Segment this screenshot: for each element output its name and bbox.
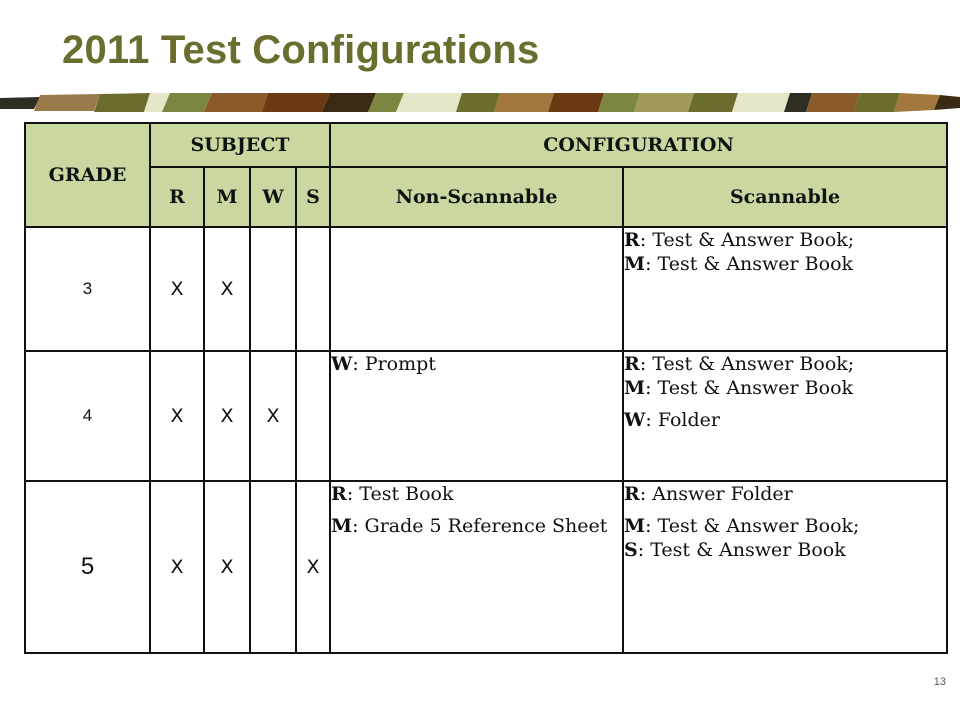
config-entry-text: : Test Book (346, 483, 454, 505)
config-entry-text: : Answer Folder (639, 483, 793, 505)
config-entry-text: : Test & Answer Book; (639, 353, 855, 375)
decorative-band (0, 90, 960, 114)
grade-cell: 4 (25, 351, 150, 481)
subject-s-cell: X (296, 481, 330, 653)
subject-w-cell (250, 481, 296, 653)
config-entry-text: : Test & Answer Book (645, 253, 854, 276)
config-entry-label: W (624, 409, 646, 432)
config-entry-label: M (624, 377, 646, 400)
page-number: 13 (933, 676, 946, 688)
non-scannable-cell (330, 481, 623, 653)
config-entry (331, 352, 622, 376)
header-r: R (150, 167, 204, 227)
scannable-cell (623, 227, 947, 351)
config-entry-label: W (331, 353, 353, 375)
config-entry (624, 538, 946, 562)
header-subject: SUBJECT (150, 123, 330, 167)
config-entry-text: : Folder (645, 409, 720, 432)
subject-r-cell: X (150, 227, 204, 351)
config-entry-label: M (624, 515, 646, 538)
header-non-scannable: Non-Scannable (330, 167, 623, 227)
subject-s-cell (296, 351, 330, 481)
scannable-cell (623, 481, 947, 653)
config-entry-text: : Test & Answer Book; (639, 229, 855, 251)
config-entry-label: R (624, 353, 640, 375)
subject-w-cell: X (250, 351, 296, 481)
header-w: W (250, 167, 296, 227)
config-entry (331, 514, 622, 538)
subject-r-cell: X (150, 481, 204, 653)
config-entry-label: R (624, 229, 640, 251)
header-scannable: Scannable (623, 167, 947, 227)
subject-r-cell: X (150, 351, 204, 481)
configuration-table (24, 122, 948, 654)
config-entry-text: : Test & Answer Book; (645, 515, 860, 538)
subject-m-cell: X (204, 351, 250, 481)
config-entry-text: : Grade 5 Reference Sheet (352, 515, 608, 538)
header-s: S (296, 167, 330, 227)
config-entry-text: : Test & Answer Book (637, 539, 846, 562)
config-entry-label: M (331, 515, 353, 538)
config-entry-label: R (331, 483, 347, 505)
non-scannable-cell (330, 227, 623, 351)
scannable-cell (623, 351, 947, 481)
config-entry (624, 514, 946, 538)
table-body (25, 227, 947, 653)
config-entry (331, 482, 622, 506)
header-m: M (204, 167, 250, 227)
table-row (25, 227, 947, 351)
config-entry (624, 408, 946, 432)
config-entry-text: : Prompt (352, 353, 436, 375)
table-row (25, 481, 947, 653)
config-entry (624, 376, 946, 400)
subject-s-cell (296, 227, 330, 351)
grade-cell: 3 (25, 227, 150, 351)
non-scannable-cell (330, 351, 623, 481)
config-entry-label: M (624, 253, 646, 276)
config-entry (624, 252, 946, 276)
config-entry (624, 482, 946, 506)
config-entry-text: : Test & Answer Book (645, 377, 854, 400)
grade-cell: 5 (25, 481, 150, 653)
config-entry (624, 228, 946, 252)
header-configuration: CONFIGURATION (330, 123, 947, 167)
subject-w-cell (250, 227, 296, 351)
config-entry-label: R (624, 483, 640, 505)
header-grade: GRADE (25, 123, 150, 227)
subject-m-cell: X (204, 227, 250, 351)
table-row (25, 351, 947, 481)
config-entry-label: S (624, 539, 638, 562)
subject-m-cell: X (204, 481, 250, 653)
config-entry (624, 352, 946, 376)
page-title: 2011 Test Configurations (62, 28, 540, 72)
